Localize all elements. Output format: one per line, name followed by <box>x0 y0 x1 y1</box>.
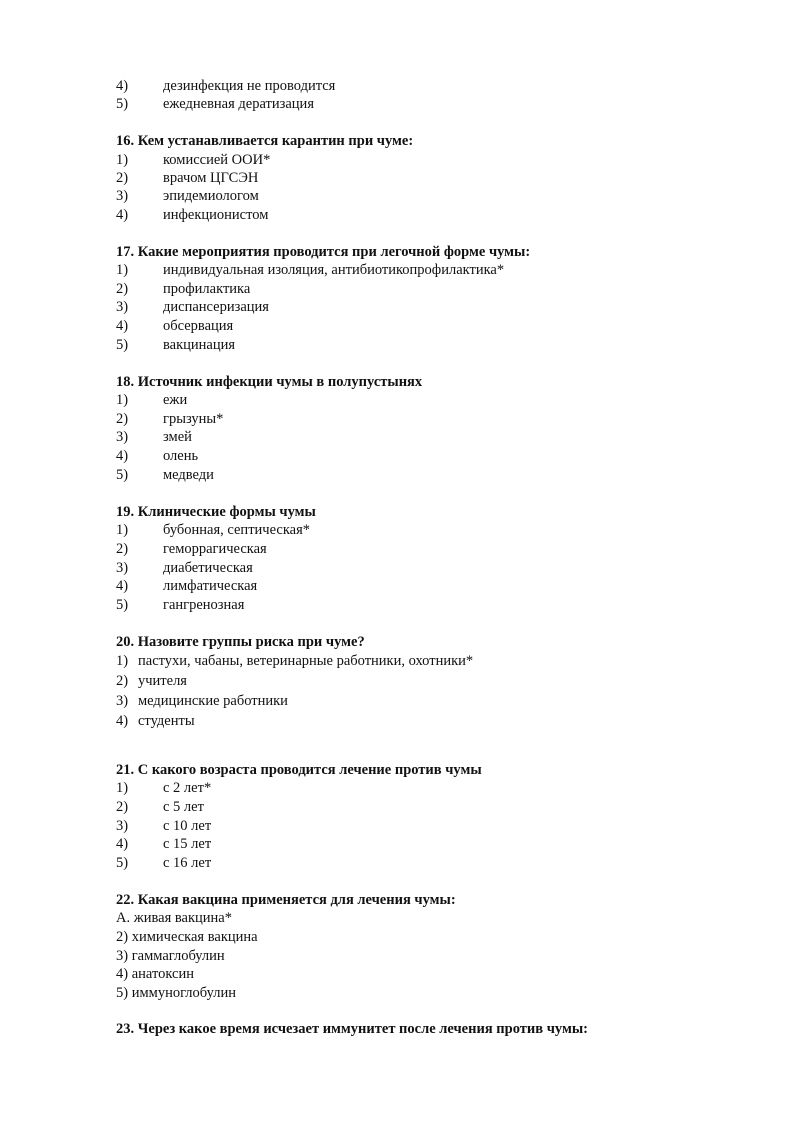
option-text: с 5 лет <box>163 799 204 815</box>
option-text: грызуны* <box>163 411 224 427</box>
option-number: 4) <box>116 836 129 852</box>
option-text: комиссией ООИ* <box>163 152 271 168</box>
option-text: обсервация <box>163 318 234 334</box>
option-number: 4) <box>116 78 129 94</box>
option-number: 5) <box>116 337 129 353</box>
option-text: диспансеризация <box>163 299 269 315</box>
option-number: 4) <box>116 448 129 464</box>
option-number: 2) <box>116 281 129 297</box>
option-line: 3) гаммаглобулин <box>116 948 225 964</box>
option-number: 5) <box>116 467 129 483</box>
option-number: 3) <box>116 818 129 834</box>
option-number: 5) <box>116 96 129 112</box>
option-text: ежи <box>163 392 188 408</box>
option-number: 4) <box>116 318 129 334</box>
option-line: А. живая вакцина* <box>116 910 232 926</box>
option-line: 2) химическая вакцина <box>116 929 258 945</box>
option-text: с 16 лет <box>163 855 212 871</box>
option-number: 2) <box>116 541 129 557</box>
option-line: 4) анатоксин <box>116 966 194 982</box>
option-number: 1) <box>116 653 129 669</box>
option-number: 3) <box>116 299 129 315</box>
option-number: 3) <box>116 429 129 445</box>
question-16-title: 16. Кем устанавливается карантин при чуме: <box>116 133 414 149</box>
option-text: дезинфекция не проводится <box>163 78 336 94</box>
option-number: 3) <box>116 693 129 709</box>
option-text: эпидемиологом <box>163 188 259 204</box>
question-23-title: 23. Через какое время исчезает иммунитет после лечения против чумы: <box>116 1021 588 1037</box>
option-text: змей <box>163 429 192 445</box>
option-number: 1) <box>116 780 129 796</box>
option-text: лимфатическая <box>163 578 258 594</box>
option-text: олень <box>163 448 199 464</box>
option-number: 3) <box>116 560 129 576</box>
option-text: учителя <box>138 673 187 689</box>
option-number: 1) <box>116 522 129 538</box>
question-19-title: 19. Клинические формы чумы <box>116 504 316 520</box>
option-text: с 2 лет* <box>163 780 212 796</box>
option-number: 4) <box>116 578 129 594</box>
option-number: 1) <box>116 262 129 278</box>
option-text: диабетическая <box>163 560 253 576</box>
option-text: вакцинация <box>163 337 236 353</box>
option-text: медицинские работники <box>138 693 288 709</box>
question-22-title: 22. Какая вакцина применяется для лечения чумы: <box>116 892 456 908</box>
option-text: с 10 лет <box>163 818 212 834</box>
option-text: геморрагическая <box>163 541 267 557</box>
question-21-title: 21. С какого возраста проводится лечение против чумы <box>116 762 482 778</box>
option-number: 1) <box>116 152 129 168</box>
question-20-title: 20. Назовите группы риска при чуме? <box>116 634 365 650</box>
question-17-title: 17. Какие мероприятия проводится при легочной форме чумы: <box>116 244 531 260</box>
question-18-title: 18. Источник инфекции чумы в полупустынях <box>116 374 423 390</box>
option-number: 2) <box>116 170 129 186</box>
option-text: ежедневная дератизация <box>163 96 314 112</box>
option-text: инфекционистом <box>163 207 269 223</box>
option-text: гангренозная <box>163 597 245 613</box>
option-text: индивидуальная изоляция, антибиотикопрофилактика* <box>163 262 505 278</box>
option-number: 4) <box>116 713 129 729</box>
option-line: 5) иммуноглобулин <box>116 985 236 1001</box>
option-text: бубонная, септическая* <box>163 522 310 538</box>
option-text: пастухи, чабаны, ветеринарные работники, охотники* <box>138 653 474 669</box>
option-number: 2) <box>116 411 129 427</box>
option-text: профилактика <box>163 281 251 297</box>
option-number: 3) <box>116 188 129 204</box>
option-number: 2) <box>116 673 129 689</box>
option-text: медведи <box>163 467 214 483</box>
option-text: врачом ЦГСЭН <box>163 170 259 186</box>
option-number: 4) <box>116 207 129 223</box>
option-number: 5) <box>116 855 129 871</box>
option-number: 5) <box>116 597 129 613</box>
option-number: 2) <box>116 799 129 815</box>
option-text: студенты <box>138 713 195 729</box>
option-number: 1) <box>116 392 129 408</box>
option-text: с 15 лет <box>163 836 212 852</box>
